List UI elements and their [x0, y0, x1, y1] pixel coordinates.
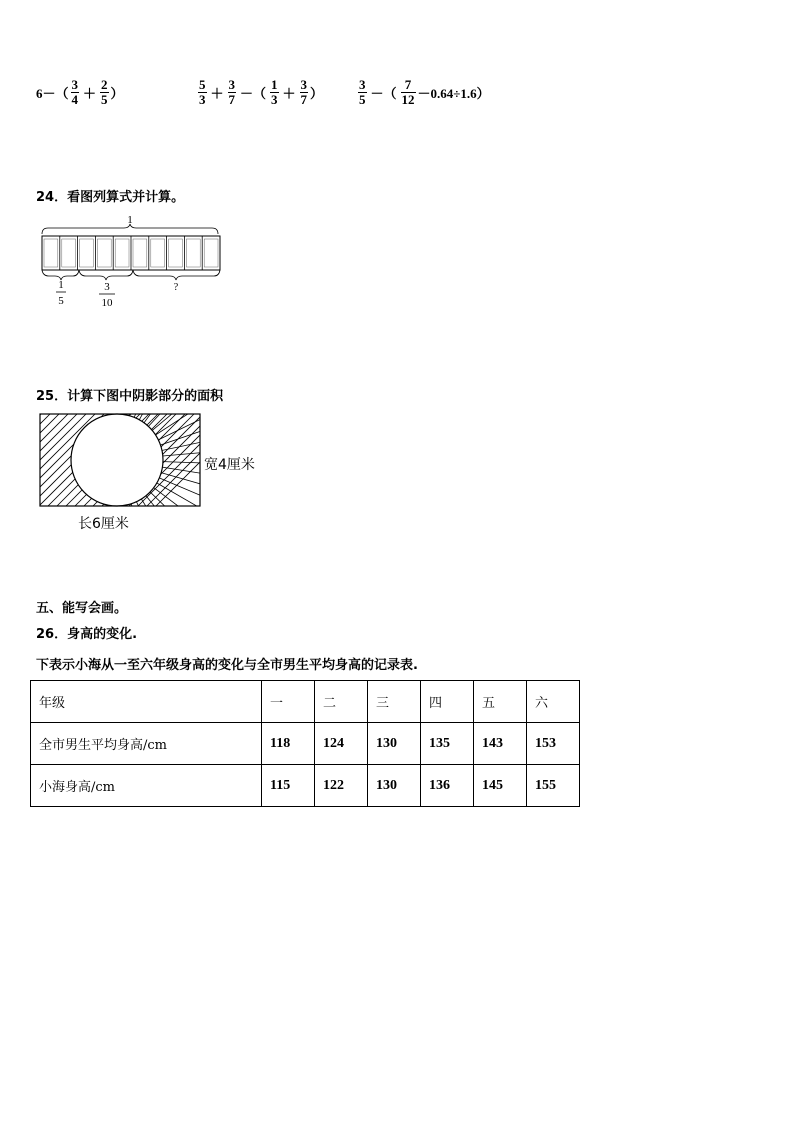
fraction: $\frac{3}{4}$: [71, 77, 79, 107]
hatch-line: [55, 412, 151, 508]
table-cell: 124: [315, 723, 368, 765]
brace-3: [133, 270, 220, 280]
header-cell: 四: [421, 681, 474, 723]
table-cell: 115: [262, 765, 315, 807]
q26-description: 下表示小海从一至六年级身高的变化与全市男生平均身高的记录表.: [36, 658, 418, 673]
fraction: $\frac{2}{5}$: [101, 77, 108, 107]
table-cell: 143: [474, 723, 527, 765]
fraction: $\frac{5}{3}$: [199, 77, 206, 107]
q24-diagram: [36, 210, 236, 310]
table-header-row: [31, 681, 580, 723]
seg2-num: 3: [104, 281, 110, 293]
seg3-label: ?: [173, 282, 179, 293]
table-cell: 130: [368, 765, 421, 807]
expression-2: [196, 78, 323, 107]
header-cell: 五: [474, 681, 527, 723]
operator: ＋: [83, 86, 97, 101]
row-label: 小海身高/cm: [31, 765, 262, 807]
expression-3: [356, 78, 490, 107]
q25-diagram: [38, 412, 203, 508]
seg2-den: 10: [101, 297, 113, 309]
fraction: $\frac{7}{12}$: [401, 77, 415, 107]
q24-total-label: 1: [127, 214, 133, 226]
hatch-line: [64, 412, 160, 508]
hatch-line: [91, 412, 187, 508]
header-cell: 二: [315, 681, 368, 723]
table-row: [31, 765, 580, 807]
table-cell: 130: [368, 723, 421, 765]
height-table: [30, 680, 580, 807]
expr2-close: ）: [310, 86, 324, 101]
hatch-line: [82, 412, 178, 508]
expr1-lead: 6－（: [36, 86, 69, 101]
hatch-line: [38, 412, 88, 508]
table-cell: 155: [527, 765, 580, 807]
section-title: 五、能写会画。: [36, 601, 128, 616]
fraction: $\frac{3}{7}$: [300, 77, 308, 107]
length-label: 长6厘米: [78, 516, 129, 532]
expr1-close: ）: [110, 86, 124, 101]
fraction: $\frac{3}{5}$: [359, 77, 366, 107]
hatch-line: [117, 412, 169, 460]
brace-2: [79, 270, 133, 280]
width-label: 宽4厘米: [204, 457, 255, 473]
hatch-line: [38, 412, 106, 508]
table-cell: 118: [262, 723, 315, 765]
header-cell: 三: [368, 681, 421, 723]
header-cell: 一: [262, 681, 315, 723]
expression-1: [36, 78, 124, 107]
q26-title: 26．身高的变化.: [36, 627, 138, 642]
expr3-tail: －0.64÷1.6）: [417, 86, 490, 101]
fraction: $\frac{3}{7}$: [228, 77, 236, 107]
seg1-num: 1: [58, 279, 64, 291]
table-cell: 136: [421, 765, 474, 807]
operator: ＋: [210, 86, 224, 101]
table-cell: 122: [315, 765, 368, 807]
operator: ＋: [282, 86, 296, 101]
q25-title: 25．计算下图中阴影部分的面积: [36, 389, 224, 404]
table-cell: 135: [421, 723, 474, 765]
operator: －（: [370, 86, 397, 101]
row-label: 全市男生平均身高/cm: [31, 723, 262, 765]
table-row: [31, 723, 580, 765]
table-cell: 145: [474, 765, 527, 807]
hatch-line: [145, 412, 203, 508]
header-cell: 六: [527, 681, 580, 723]
table-cell: 153: [527, 723, 580, 765]
fraction: $\frac{1}{3}$: [271, 77, 278, 107]
operator: －（: [240, 86, 267, 101]
hatch-lines: [38, 412, 203, 508]
q24-title: 24．看图列算式并计算。: [36, 190, 185, 205]
seg1-den: 5: [58, 295, 64, 307]
header-cell: 年级: [31, 681, 262, 723]
